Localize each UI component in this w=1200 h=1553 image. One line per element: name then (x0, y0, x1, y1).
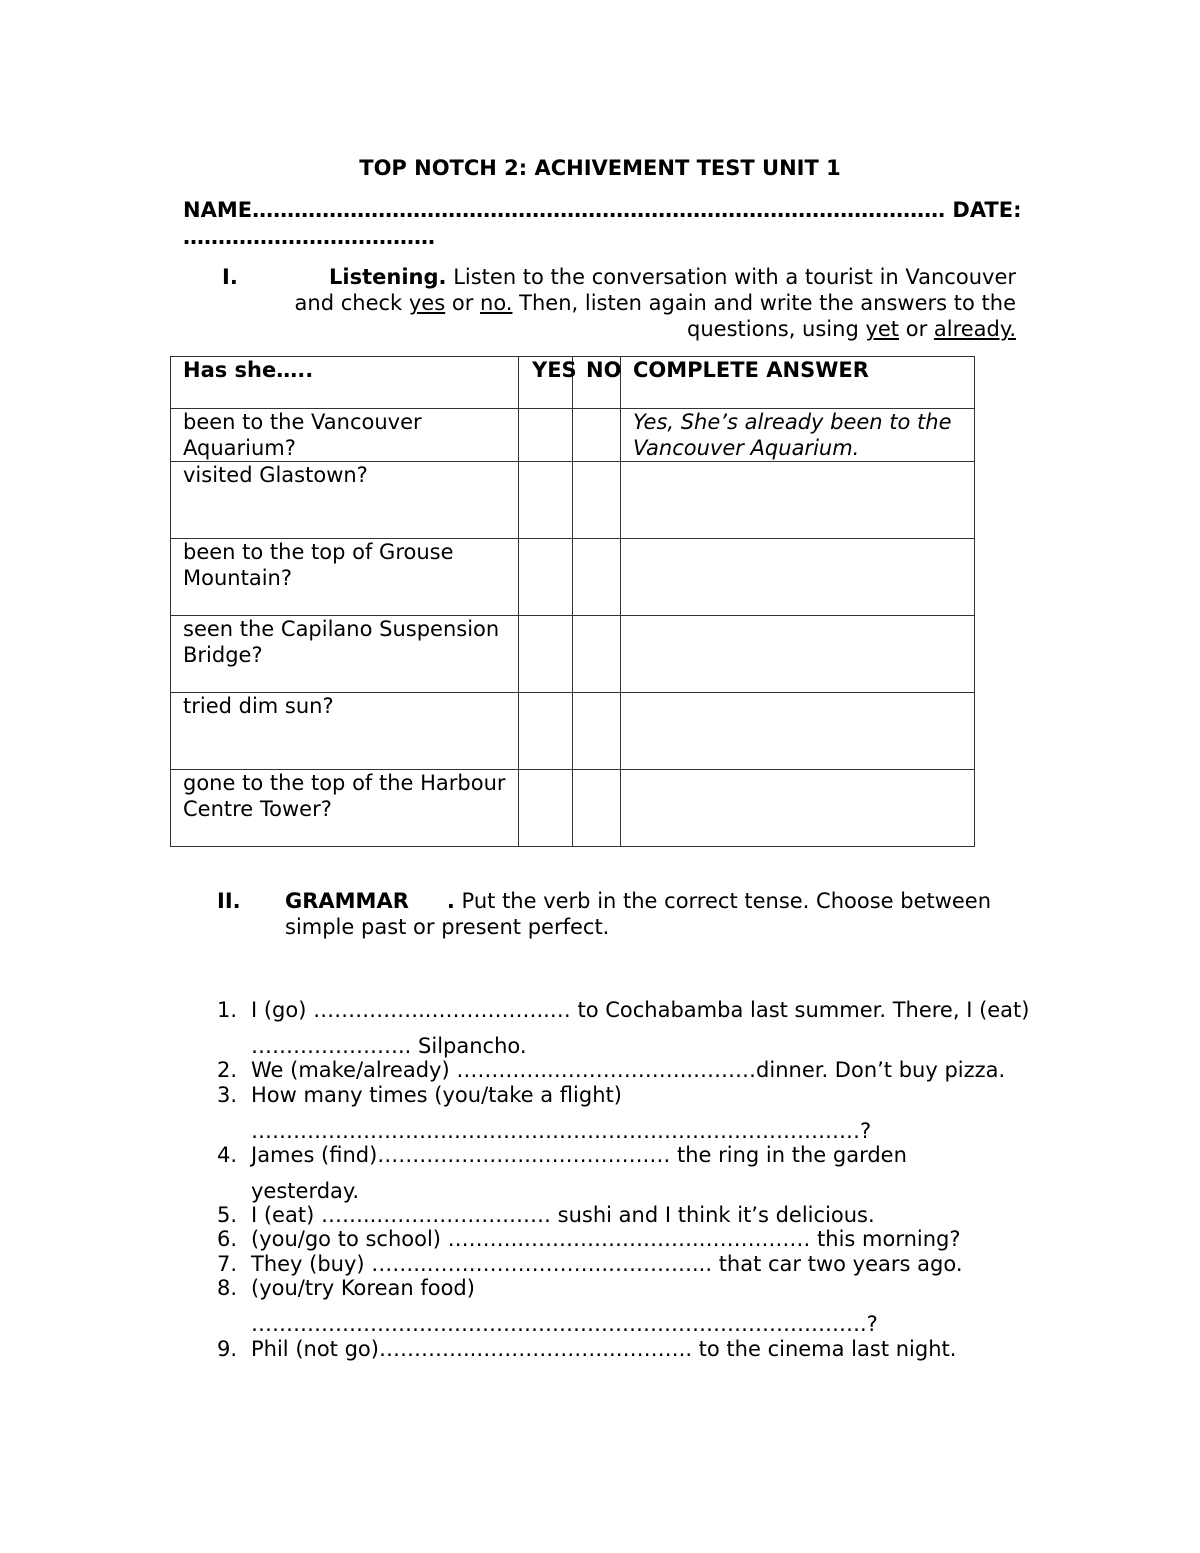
item-number: 1. (217, 998, 238, 1022)
item-text[interactable]: We (make/already) …………..………………..………dinner. Don’t buy pizza. (251, 1058, 1006, 1082)
no-word: no. (480, 291, 513, 315)
item-text[interactable]: yesterday. (251, 1179, 360, 1203)
item-text[interactable]: ………………….. Silpancho. (251, 1034, 527, 1058)
question-cell: been to the top of Grouse Mountain? (171, 539, 519, 616)
header-yes: YES (519, 357, 573, 409)
item-number: 5. (217, 1203, 238, 1227)
section-1-instructions (292, 264, 1016, 342)
no-checkbox-cell[interactable] (573, 616, 621, 693)
table-row (171, 462, 975, 539)
item-text[interactable]: …………………………………………………………………………….? (251, 1312, 878, 1336)
item-number: 6. (217, 1227, 238, 1251)
answer-cell[interactable] (621, 770, 975, 847)
question-cell: tried dim sun? (171, 693, 519, 770)
table-row (171, 539, 975, 616)
item-number: 7. (217, 1252, 238, 1276)
answer-cell[interactable]: Yes, She’s already been to the Vancouver Aquarium. (621, 409, 975, 462)
item-text[interactable]: I (eat) ……..……………….…… sushi and I think it’s delicious. (251, 1203, 875, 1227)
question-cell: seen the Capilano Suspension Bridge? (171, 616, 519, 693)
item-text[interactable]: (you/try Korean food) (251, 1276, 475, 1300)
table-row (171, 409, 975, 462)
question-cell: visited Glastown? (171, 462, 519, 539)
instr-or-2: or (899, 317, 934, 341)
item-number: 3. (217, 1083, 238, 1107)
yes-checkbox-cell[interactable] (519, 409, 573, 462)
table-row (171, 693, 975, 770)
item-number: 8. (217, 1276, 238, 1300)
item-text[interactable]: ……………………………………………………………………………? (251, 1119, 872, 1143)
yes-checkbox-cell[interactable] (519, 693, 573, 770)
instr-part-b: Then, listen again and write the answers to the questions, using (512, 291, 1016, 341)
item-number: 4. (217, 1143, 238, 1167)
item-text[interactable]: They (buy) ……..……………………..…………... that car two years ago. (251, 1252, 963, 1276)
yes-checkbox-cell[interactable] (519, 616, 573, 693)
section-2-number: II. (217, 889, 241, 913)
instr-or: or (445, 291, 481, 315)
date-field-dots: ……………………………… (183, 225, 435, 249)
header-no: NO (573, 357, 621, 409)
answer-cell[interactable] (621, 693, 975, 770)
table-row (171, 616, 975, 693)
no-checkbox-cell[interactable] (573, 462, 621, 539)
item-number: 2. (217, 1058, 238, 1082)
item-text[interactable]: How many times (you/take a flight) (251, 1083, 622, 1107)
table-header-row (171, 357, 975, 409)
page-title: TOP NOTCH 2: ACHIVEMENT TEST UNIT 1 (359, 156, 841, 180)
section-1-number: I. (222, 265, 238, 289)
item-text[interactable]: James (find)…………………..…………….… the ring in the garden (251, 1143, 907, 1167)
answer-cell[interactable] (621, 616, 975, 693)
section-1-heading: Listening. (329, 265, 447, 289)
item-text[interactable]: Phil (not go)…………..………………..……….. to the cinema last night. (251, 1337, 957, 1361)
answer-cell[interactable] (621, 462, 975, 539)
question-cell: been to the Vancouver Aquarium? (171, 409, 519, 462)
instr-part-a: Listen to the conversation with a tourist in Vancouver and check (294, 265, 1016, 315)
yes-checkbox-cell[interactable] (519, 462, 573, 539)
item-text[interactable]: I (go) ……………..……………..… to Cochabamba last summer. There, I (eat) (251, 998, 1030, 1022)
yes-word: yes (408, 291, 446, 315)
item-number: 9. (217, 1337, 238, 1361)
section-2-heading: GRAMMAR (285, 889, 409, 913)
header-has-she: Has she….. (171, 357, 519, 409)
section-2-instructions (285, 888, 1005, 940)
question-cell: gone to the top of the Harbour Centre Tower? (171, 770, 519, 847)
section-2-instruction-text: Put the verb in the correct tense. Choose between simple past or present perfect. (285, 889, 992, 939)
no-checkbox-cell[interactable] (573, 409, 621, 462)
answer-cell[interactable] (621, 539, 975, 616)
table-row (171, 770, 975, 847)
no-checkbox-cell[interactable] (573, 770, 621, 847)
already-word: already. (933, 317, 1016, 341)
item-text[interactable]: (you/go to school) ………..…………………….……….…… this morning? (251, 1227, 961, 1251)
yet-word: yet (865, 317, 900, 341)
yes-checkbox-cell[interactable] (519, 539, 573, 616)
name-date-field: NAME……………………………………………………………………………………… DATE: (183, 198, 1022, 222)
section-2-heading-dot: . (446, 889, 455, 913)
no-checkbox-cell[interactable] (573, 693, 621, 770)
no-checkbox-cell[interactable] (573, 539, 621, 616)
header-complete-answer: COMPLETE ANSWER (621, 357, 975, 409)
listening-table (170, 356, 975, 847)
yes-checkbox-cell[interactable] (519, 770, 573, 847)
